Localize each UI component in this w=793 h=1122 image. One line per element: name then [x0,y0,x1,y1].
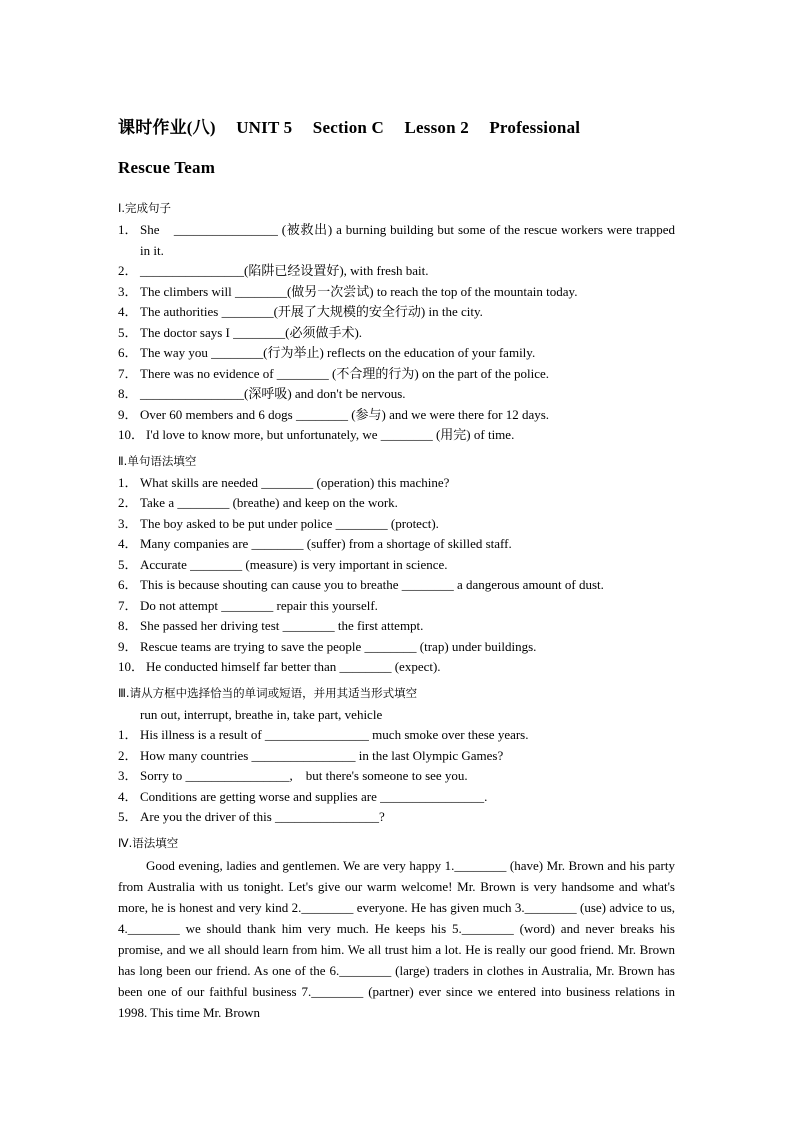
item-text: Take a ________ (breathe) and keep on the work. [140,495,398,510]
item-text: How many countries ________________ in the last Olympic Games? [140,747,504,763]
item-number: 5． [118,324,138,340]
question-item [118,766,675,787]
question-item [118,657,675,678]
title-line-2: Rescue Team [118,158,216,177]
item-number: 3． [118,768,138,783]
item-number: 4． [118,536,138,551]
question-item [118,302,675,323]
question-item [118,384,675,405]
title-part-assignment: 课时作业(八) [118,118,216,137]
item-text: The authorities ________(开展了大规模的安全行动) in the city. [140,304,483,319]
item-text: She ________________ (被救出) a burning building but some of the rescue workers were trapped in it. [140,222,675,258]
item-text: The doctor says I ________(必须做手术). [140,324,363,340]
item-number: 1． [118,727,138,742]
question-item [118,534,675,555]
item-number: 5． [118,556,138,572]
item-number: 3． [118,283,138,299]
item-text: Many companies are ________ (suffer) from a shortage of skilled staff. [140,536,512,551]
item-text: There was no evidence of ________ (不合理的行为) on the part of the police. [140,365,550,381]
section-heading-1: Ⅰ.完成句子 [118,201,172,215]
question-item [118,425,675,446]
item-text: Conditions are getting worse and supplies are ________________. [140,788,488,804]
item-text: Accurate ________ (measure) is very important in science. [140,556,448,572]
question-item [118,807,675,828]
item-number: 6． [118,577,138,592]
question-item [118,323,675,344]
question-item [118,746,675,767]
question-item [118,555,675,576]
item-text: Do not attempt ________ repair this yourself. [140,597,378,613]
item-text: ________________(陷阱已经设置好), with fresh bait. [140,263,429,278]
title-part-section: Section C [312,118,385,137]
item-number: 4． [118,304,138,319]
question-item [118,596,675,617]
item-text: ________________(深呼吸) and don't be nervous. [140,386,406,401]
title-part-lesson: Lesson 2 [404,118,469,137]
item-text: She passed her driving test ________ the first attempt. [140,618,424,633]
page-title [118,108,675,188]
question-item [118,261,675,282]
word-bank: run out, interrupt, breathe in, take part, vehicle [140,706,383,722]
item-number: 2． [118,747,138,763]
question-item [118,637,675,658]
title-part-professional: Professional [489,118,581,137]
item-text: Over 60 members and 6 dogs ________ (参与) and we were there for 12 days. [140,406,550,422]
item-number: 7． [118,597,138,613]
item-number: 6． [118,345,138,360]
item-text: Are you the driver of this ________________? [140,809,385,824]
title-part-unit: UNIT 5 [236,118,293,137]
question-item [118,364,675,385]
item-text: The boy asked to be put under police ________ (protect). [140,515,439,531]
item-text: Sorry to ________________, but there's someone to see you. [140,768,468,783]
question-item [118,725,675,746]
item-number: 5． [118,809,138,824]
question-item [118,787,675,808]
item-number: 3． [118,515,138,531]
item-number: 9． [118,638,138,654]
item-number: 1． [118,474,138,490]
item-text: What skills are needed ________ (operation) this machine? [140,474,450,490]
question-item [118,493,675,514]
section-heading-4: Ⅳ.语法填空 [118,835,179,850]
item-number: 10． [118,659,145,674]
question-item [118,343,675,364]
item-number: 8． [118,386,138,401]
item-text: The climbers will ________(做另一次尝试) to reach the top of the mountain today. [140,283,578,299]
item-number: 10． [118,427,145,442]
section-heading-3: Ⅲ.请从方框中选择恰当的单词或短语，并用其适当形式填空 [118,685,418,700]
item-text: I'd love to know more, but unfortunately, we ________ (用完) of time. [146,427,515,442]
item-text: The way you ________(行为举止) reflects on the education of your family. [140,345,536,360]
item-text: His illness is a result of ________________ much smoke over these years. [140,727,529,742]
item-number: 2． [118,495,138,510]
item-number: 2． [118,263,138,278]
item-text: He conducted himself far better than ________ (expect). [146,659,441,674]
item-number: 9． [118,406,138,422]
cloze-passage: Good evening, ladies and gentlemen. We are very happy 1.________ (have) Mr. Brown and his party from Australia with us tonight. Let's give our warm welcome! Mr. Brown is very handsome and what's more, he is honest and very kind 2.________ everyone. He has given much 3.________ (use) advice to us, 4.________ we should thank him very much. He keeps his 5.________ (word) and never breaks his promise, and we all should learn from him. We all trust him a lot. He is really our good friend. Mr. Brown has long been our friend. As one of the 6.________ (large) traders in clothes in Australia, Mr. Brown has been one of our faithful business 7.________ (partner) ever since we entered into business relations in 1998. This time Mr. Brown [118,857,675,1020]
question-item [118,405,675,426]
question-item [118,220,675,261]
question-item [118,282,675,303]
item-number: 8． [118,618,138,633]
item-number: 4． [118,788,138,804]
item-text: Rescue teams are trying to save the people ________ (trap) under buildings. [140,638,537,654]
question-item [118,514,675,535]
question-item [118,473,675,494]
item-number: 1． [118,222,138,237]
item-text: This is because shouting can cause you to breathe ________ a dangerous amount of dust. [140,577,604,592]
question-item [118,575,675,596]
question-item [118,616,675,637]
item-number: 7． [118,365,138,381]
section-heading-2: Ⅱ.单句语法填空 [118,453,197,468]
